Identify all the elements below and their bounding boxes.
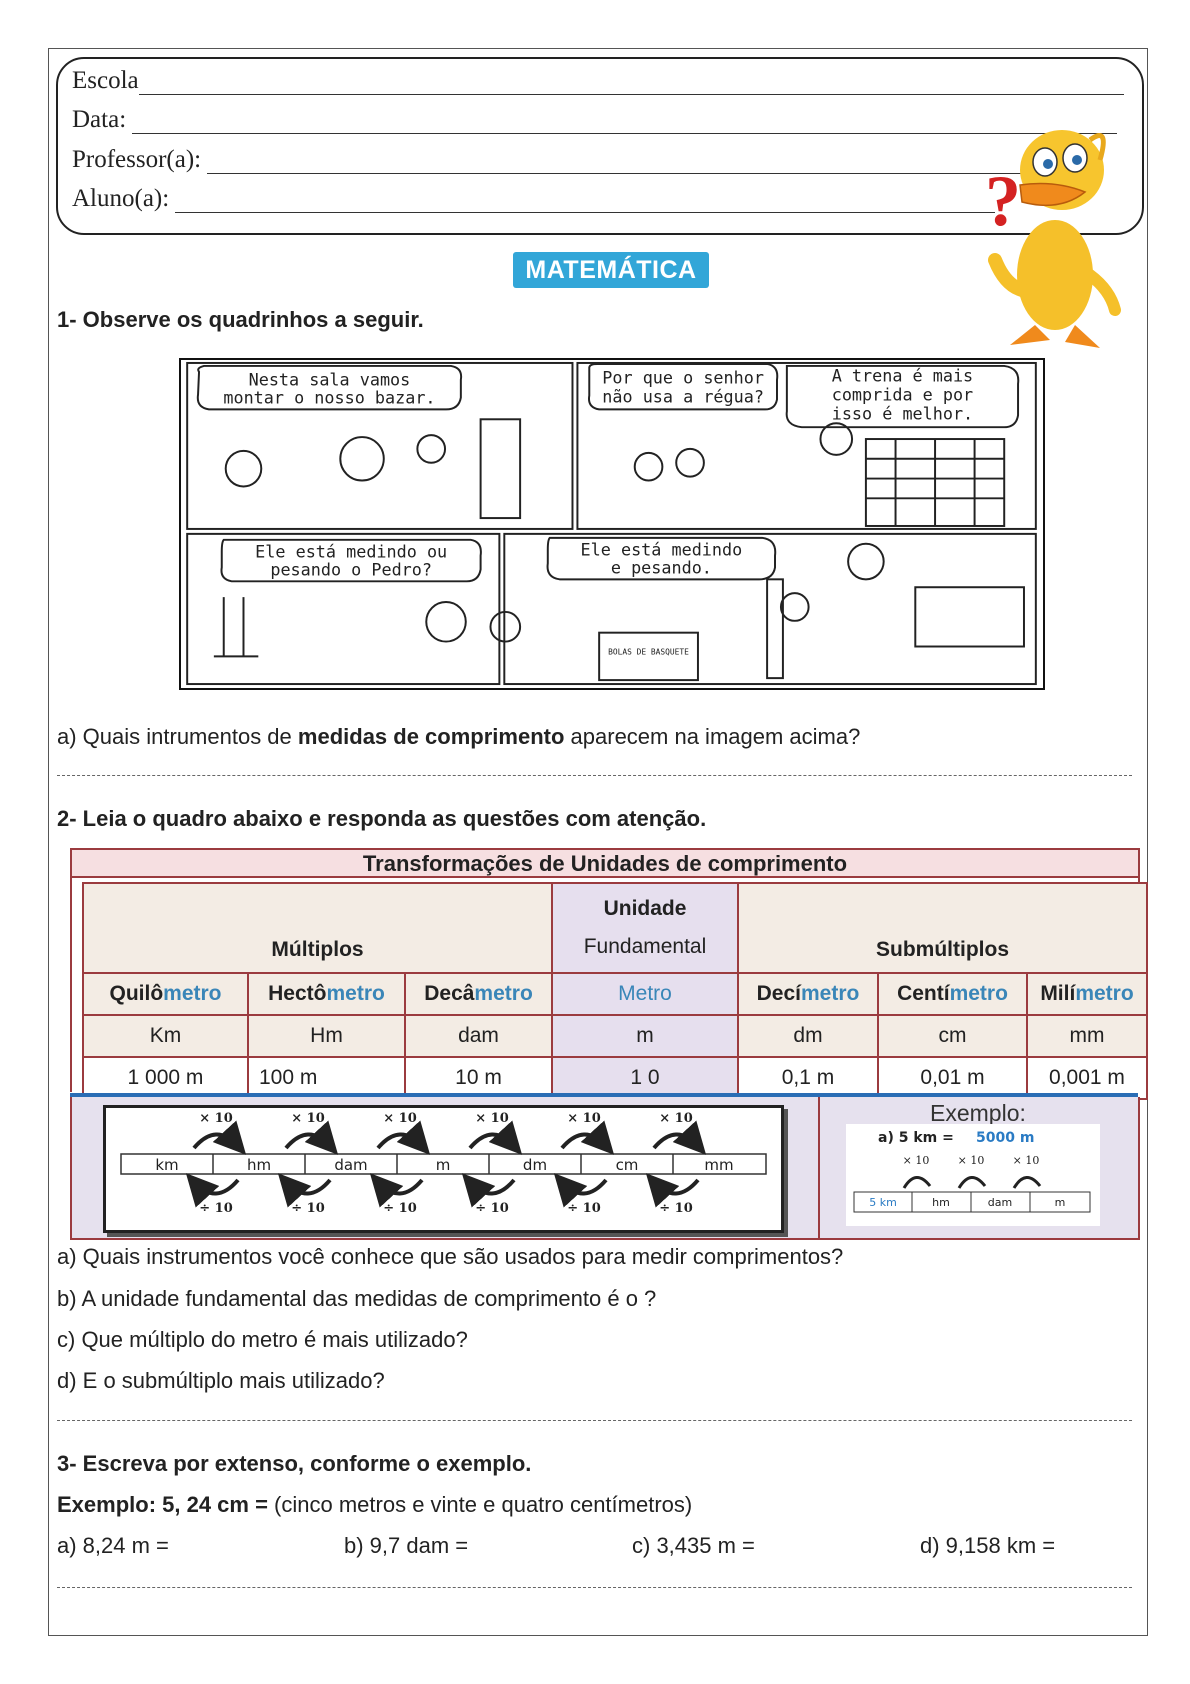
conversion-table	[82, 882, 1148, 1100]
q1-a-bold: medidas de comprimento	[297, 724, 565, 749]
table-row-names	[83, 973, 1147, 1015]
scale-mult-4: × 10	[475, 1111, 509, 1126]
school-fill[interactable]	[139, 74, 1124, 95]
example-prefix: a) 5 km =	[878, 1130, 954, 1146]
unit-scale-diagram	[103, 1105, 784, 1233]
table-title: Transformações de Unidades de comprimento	[70, 848, 1140, 878]
duck-mascot-icon	[950, 100, 1140, 360]
example-arrow-2-icon	[959, 1177, 985, 1188]
q1-a-prefix: a) Quais intrumentos de	[57, 724, 298, 749]
q1-a	[57, 724, 860, 750]
arrow-up-4-icon	[470, 1134, 514, 1148]
cell-name-cm: Centímetro	[878, 973, 1027, 1015]
bubble-4-line-1: Ele está medindo ou	[255, 541, 448, 562]
bubble-4-line-2: pesando o Pedro?	[270, 559, 433, 580]
cell-symbol-dam: dam	[405, 1015, 552, 1057]
scale-unit-km: km	[155, 1156, 179, 1174]
arrow-down-5-icon	[562, 1180, 606, 1194]
scale-unit-dm: dm	[522, 1156, 548, 1174]
bubble-3-line-2: comprida e por	[831, 384, 974, 405]
arrow-up-5-icon	[562, 1134, 606, 1148]
cell-value-hm: 100 m	[248, 1057, 405, 1099]
date-label: Data:	[72, 106, 127, 133]
cell-value-mm: 0,001 m	[1027, 1057, 1147, 1099]
q2-c: c) Que múltiplo do metro é mais utilizado?	[57, 1327, 468, 1352]
cell-value-cm: 0,01 m	[878, 1057, 1027, 1099]
example-diagram	[846, 1124, 1100, 1226]
example-unit-hm: hm	[932, 1196, 950, 1209]
arrow-up-1-icon	[194, 1134, 238, 1148]
teacher-label: Professor(a):	[72, 146, 202, 173]
bubble-2-line-2: não usa a régua?	[602, 386, 764, 407]
cell-symbol-dm: dm	[738, 1015, 878, 1057]
bubble-5-line-2: e pesando.	[610, 557, 712, 578]
group-unit	[552, 883, 738, 973]
scale-mult-3: × 10	[383, 1111, 417, 1126]
answer-line-3[interactable]	[57, 1587, 1132, 1588]
scale-unit-m: m	[435, 1156, 451, 1174]
scale-div-2: ÷ 10	[291, 1201, 325, 1216]
bubble-3-line-3: isso é melhor.	[831, 403, 974, 424]
arrow-down-4-icon	[470, 1180, 514, 1194]
question-mark-icon: ?	[985, 161, 1021, 241]
table-left-border	[70, 878, 72, 1092]
subject-badge: MATEMÁTICA	[513, 252, 709, 288]
cell-value-m: 1 0	[552, 1057, 738, 1099]
cell-symbol-mm: mm	[1027, 1015, 1147, 1057]
cell-name-km: Quilômetro	[83, 973, 248, 1015]
q2-b: b) A unidade fundamental das medidas de comprimento é o ?	[57, 1286, 657, 1311]
scale-unit-cm: cm	[615, 1156, 639, 1174]
scale-divider	[818, 1097, 820, 1240]
school-line	[72, 67, 1124, 95]
example-mult-3: × 10	[1012, 1154, 1040, 1167]
q2-a: a) Quais instrumentos você conhece que são usados para medir comprimentos?	[57, 1244, 844, 1269]
q3-item-a: a) 8,24 m =	[57, 1533, 169, 1558]
example-mult-1: × 10	[902, 1154, 930, 1167]
scale-unit-mm: mm	[704, 1156, 734, 1174]
scale-mult-2: × 10	[291, 1111, 325, 1126]
school-label: Escola	[72, 67, 139, 94]
cell-value-dam: 10 m	[405, 1057, 552, 1099]
arrow-up-3-icon	[378, 1134, 422, 1148]
q3-example	[57, 1492, 692, 1518]
bubble-3-line-1: A trena é mais	[831, 365, 974, 386]
scale-div-4: ÷ 10	[475, 1201, 509, 1216]
q1-title: 1- Observe os quadrinhos a seguir.	[57, 307, 424, 332]
group-multiples: Múltiplos	[83, 883, 552, 973]
q2-d: d) E o submúltiplo mais utilizado?	[57, 1368, 385, 1393]
bubble-5-line-1: Ele está medindo	[580, 539, 743, 560]
comic-strip	[179, 358, 1045, 690]
teacher-line	[72, 146, 1067, 174]
cell-value-dm: 0,1 m	[738, 1057, 878, 1099]
example-title: Exemplo:	[930, 1100, 1026, 1126]
group-unit-line-1: Unidade	[603, 897, 687, 920]
q3-title: 3- Escreva por extenso, conforme o exemplo.	[57, 1451, 532, 1476]
arrow-up-2-icon	[286, 1134, 330, 1148]
q3-item-c: c) 3,435 m =	[632, 1533, 755, 1558]
answer-line-2[interactable]	[57, 1420, 1132, 1421]
arrow-up-6-icon	[654, 1134, 698, 1148]
q3-item-d: d) 9,158 km =	[920, 1533, 1056, 1558]
cell-symbol-m: m	[552, 1015, 738, 1057]
bubble-1-line-2: montar o nosso bazar.	[223, 387, 436, 408]
cell-symbol-hm: Hm	[248, 1015, 405, 1057]
group-submultiples: Submúltiplos	[738, 883, 1147, 973]
arrow-down-3-icon	[378, 1180, 422, 1194]
q1-a-suffix: aparecem na imagem acima?	[564, 724, 861, 749]
bubble-2-line-1: Por que o senhor	[602, 367, 764, 388]
example-result: 5000 m	[976, 1130, 1035, 1146]
scale-div-1: ÷ 10	[199, 1201, 233, 1216]
q3-item-b: b) 9,7 dam =	[344, 1533, 469, 1558]
arrow-down-1-icon	[194, 1180, 238, 1194]
example-unit-m: m	[1054, 1196, 1066, 1209]
scale-mult-6: × 10	[659, 1111, 693, 1126]
scale-mult-1: × 10	[199, 1111, 233, 1126]
student-fill[interactable]	[175, 192, 995, 213]
cell-name-dam: Decâmetro	[405, 973, 552, 1015]
cell-symbol-km: Km	[83, 1015, 248, 1057]
comic-box-label: BOLAS DE BASQUETE	[608, 647, 689, 657]
teacher-fill[interactable]	[207, 153, 1067, 174]
group-unit-line-2: Fundamental	[583, 935, 707, 958]
scale-div-3: ÷ 10	[383, 1201, 417, 1216]
example-unit-km: 5 km	[869, 1196, 897, 1209]
scale-div-5: ÷ 10	[567, 1201, 601, 1216]
q2-title: 2- Leia o quadro abaixo e responda as questões com atenção.	[57, 806, 707, 831]
cell-name-hm: Hectômetro	[248, 973, 405, 1015]
student-label: Aluno(a):	[72, 185, 170, 212]
q3-example-text: (cinco metros e vinte e quatro centímetros)	[274, 1492, 693, 1517]
bubble-1-line-1: Nesta sala vamos	[248, 369, 411, 390]
example-arrow-1-icon	[904, 1177, 930, 1188]
scale-unit-dam: dam	[334, 1156, 368, 1174]
table-row-symbols	[83, 1015, 1147, 1057]
example-arrow-3-icon	[1014, 1177, 1040, 1188]
arrow-down-2-icon	[286, 1180, 330, 1194]
scale-div-6: ÷ 10	[659, 1201, 693, 1216]
q3-example-bold: Exemplo: 5, 24 cm =	[57, 1492, 275, 1517]
cell-symbol-cm: cm	[878, 1015, 1027, 1057]
example-unit-dam: dam	[987, 1196, 1013, 1209]
cell-name-m: Metro	[552, 973, 738, 1015]
cell-name-mm: Milímetro	[1027, 973, 1147, 1015]
example-mult-2: × 10	[957, 1154, 985, 1167]
student-line	[72, 185, 995, 213]
arrow-down-6-icon	[654, 1180, 698, 1194]
cell-value-km: 1 000 m	[83, 1057, 248, 1099]
cell-name-dm: Decímetro	[738, 973, 878, 1015]
scale-mult-5: × 10	[567, 1111, 601, 1126]
scale-unit-hm: hm	[246, 1156, 272, 1174]
answer-line-1[interactable]	[57, 775, 1132, 776]
